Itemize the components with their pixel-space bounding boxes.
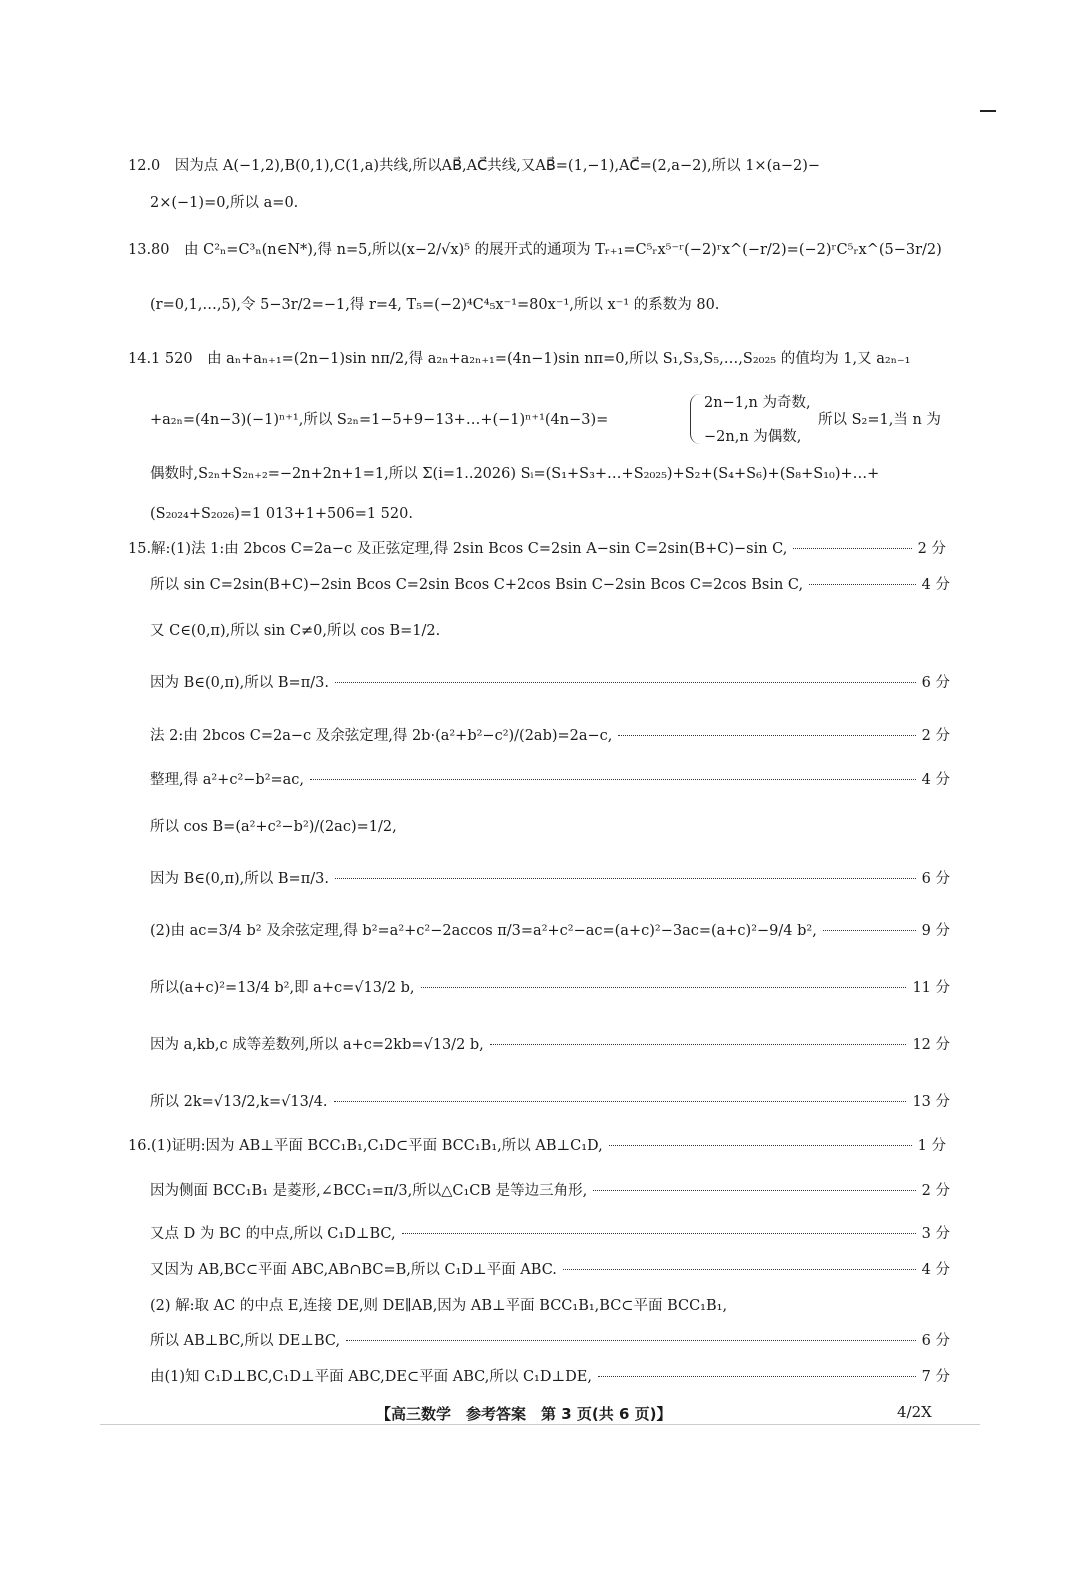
line-15-12 (150, 1091, 950, 1113)
score: 9 分 (921, 923, 950, 939)
line-13a (128, 239, 948, 261)
score: 12 分 (912, 1037, 950, 1053)
score: 1 分 (917, 1138, 946, 1154)
footer-title: 【高三数学 参考答案 第 3 页(共 6 页)】 (376, 1405, 672, 1423)
line-text: 所以(a+c)²=13/4 b²,即 a+c=√13/2 b, (150, 980, 415, 996)
line-14c (818, 409, 941, 431)
line-15-4 (150, 672, 950, 694)
line-14b (150, 409, 690, 431)
score: 4 分 (921, 1262, 950, 1278)
piecewise-even (704, 426, 801, 448)
score: 2 分 (917, 541, 946, 557)
score: 2 分 (921, 1183, 950, 1199)
line-15-6 (150, 769, 950, 791)
line-text: 整理,得 a²+c²−b²=ac, (150, 772, 305, 788)
line-text: 又点 D 为 BC 的中点,所以 C₁D⊥BC, (150, 1226, 396, 1242)
corner-mark (980, 110, 996, 112)
line-text: 偶数时,S₂ₙ+S₂ₙ₊₂=−2n+2n+1=1,所以 Σ(i=1..2026) Sᵢ=(S₁+S₃+…+S₂₀₂₅)+S₂+(S₄+S₆)+(S₈+S₁₀)+…+ (150, 466, 880, 482)
line-text: 2×(−1)=0,所以 a=0. (150, 195, 299, 211)
line-text: 法 2:由 2bcos C=2a−c 及余弦定理,得 2b·(a²+b²−c²)/(2ab)=2a−c, (150, 728, 613, 744)
line-text: 又因为 AB,BC⊂平面 ABC,AB∩BC=B,所以 C₁D⊥平面 ABC. (150, 1262, 557, 1278)
line-16-6 (150, 1330, 950, 1352)
line-text: 13.80 由 C²ₙ=C³ₙ(n∈N*),得 n=5,所以(x−2/√x)⁵ 的展开式的通项为 Tᵣ₊₁=C⁵ᵣx⁵⁻ʳ(−2)ʳx^(−r/2)=(−2)ʳC⁵ᵣx^(5−3r/2) (128, 242, 942, 258)
score: 4 分 (921, 577, 950, 593)
dot-leader (402, 1233, 916, 1234)
line-15-3 (150, 620, 950, 642)
dot-leader (593, 1190, 915, 1191)
line-16-7 (150, 1366, 950, 1388)
score: 6 分 (921, 675, 950, 691)
score: 7 分 (921, 1369, 950, 1385)
line-text: 所以 2k=√13/2,k=√13/4. (150, 1094, 328, 1110)
line-text: 所以 cos B=(a²+c²−b²)/(2ac)=1/2, (150, 819, 397, 835)
line-text: 所以 AB⊥BC,所以 DE⊥BC, (150, 1333, 341, 1349)
score: 3 分 (921, 1226, 950, 1242)
line-14e (150, 503, 970, 525)
line-15-10 (150, 977, 950, 999)
dot-leader (823, 930, 916, 931)
piecewise-odd (704, 392, 811, 414)
line-16-1 (128, 1135, 946, 1157)
score: 2 分 (921, 728, 950, 744)
line-text: 因为 B∈(0,π),所以 B=π/3. (150, 871, 329, 887)
line-14d (150, 463, 970, 485)
dot-leader (335, 682, 916, 683)
dot-leader (310, 779, 916, 780)
line-text: −2n,n 为偶数, (704, 429, 802, 445)
dot-leader (618, 735, 915, 736)
line-15-7 (150, 816, 950, 838)
piecewise-brace (690, 394, 703, 444)
line-12a (128, 155, 948, 177)
line-text: (2) 解:取 AC 的中点 E,连接 DE,则 DE∥AB,因为 AB⊥平面 BCC₁B₁,BC⊂平面 BCC₁B₁, (150, 1298, 728, 1314)
line-13b (150, 294, 970, 316)
line-text: (S₂₀₂₄+S₂₀₂₆)=1 013+1+506=1 520. (150, 506, 413, 522)
line-12b (150, 192, 970, 214)
score: 4 分 (921, 772, 950, 788)
line-text: 15.解:(1)法 1:由 2bcos C=2a−c 及正弦定理,得 2sin Bcos C=2sin A−sin C=2sin(B+C)−sin C, (128, 541, 788, 557)
score: 11 分 (912, 980, 950, 996)
line-text: 2n−1,n 为奇数, (704, 395, 811, 411)
line-text: 16.(1)证明:因为 AB⊥平面 BCC₁B₁,C₁D⊂平面 BCC₁B₁,所以 AB⊥C₁D, (128, 1138, 603, 1154)
dot-leader (421, 987, 907, 988)
dot-leader (335, 878, 916, 879)
line-15-11 (150, 1034, 950, 1056)
dot-leader (490, 1044, 907, 1045)
dot-leader (793, 548, 911, 549)
dot-leader (609, 1145, 912, 1146)
line-text: 所以 sin C=2sin(B+C)−2sin Bcos C=2sin Bcos C+2cos Bsin C−2sin Bcos C=2cos Bsin C, (150, 577, 804, 593)
dot-leader (334, 1101, 907, 1102)
line-text: 由(1)知 C₁D⊥BC,C₁D⊥平面 ABC,DE⊂平面 ABC,所以 C₁D⊥DE, (150, 1369, 592, 1385)
line-text: 又 C∈(0,π),所以 sin C≠0,所以 cos B=1/2. (150, 623, 441, 639)
line-15-8 (150, 868, 950, 890)
line-15-9 (150, 920, 950, 942)
dot-leader (598, 1376, 916, 1377)
line-text: 所以 S₂=1,当 n 为 (818, 412, 941, 428)
score: 13 分 (912, 1094, 950, 1110)
line-text: (2)由 ac=3/4 b² 及余弦定理,得 b²=a²+c²−2accos π/3=a²+c²−ac=(a+c)²−3ac=(a+c)²−9/4 b², (150, 923, 817, 939)
footer-divider (100, 1424, 980, 1425)
line-15-2 (150, 574, 950, 596)
line-text: 因为侧面 BCC₁B₁ 是菱形,∠BCC₁=π/3,所以△C₁CB 是等边三角形, (150, 1183, 588, 1199)
line-text: (r=0,1,…,5),令 5−3r/2=−1,得 r=4, T₅=(−2)⁴C⁴₅x⁻¹=80x⁻¹,所以 x⁻¹ 的系数为 80. (150, 297, 720, 313)
score: 6 分 (921, 871, 950, 887)
dot-leader (809, 584, 916, 585)
line-15-1 (128, 538, 946, 560)
line-15-5 (150, 725, 950, 747)
line-16-4 (150, 1259, 950, 1281)
line-text: 14.1 520 由 aₙ+aₙ₊₁=(2n−1)sin nπ/2,得 a₂ₙ+a₂ₙ₊₁=(4n−1)sin nπ=0,所以 S₁,S₃,S₅,…,S₂₀₂₅ 的值均为 1,又 a₂ₙ₋₁ (128, 351, 911, 367)
line-14a (128, 348, 948, 370)
dot-leader (563, 1269, 916, 1270)
line-text: 因为 a,kb,c 成等差数列,所以 a+c=2kb=√13/2 b, (150, 1037, 484, 1053)
footer-code: 4/2X (897, 1403, 932, 1421)
line-16-5 (150, 1295, 950, 1317)
line-text: 因为 B∈(0,π),所以 B=π/3. (150, 675, 329, 691)
line-16-3 (150, 1223, 950, 1245)
line-text: 12.0 因为点 A(−1,2),B(0,1),C(1,a)共线,所以AB⃗,AC⃗共线,又AB⃗=(1,−1),AC⃗=(2,a−2),所以 1×(a−2)− (128, 158, 821, 174)
dot-leader (346, 1340, 916, 1341)
score: 6 分 (921, 1333, 950, 1349)
line-text: +a₂ₙ=(4n−3)(−1)ⁿ⁺¹,所以 S₂ₙ=1−5+9−13+…+(−1)ⁿ⁺¹(4n−3)= (150, 412, 609, 428)
line-16-2 (150, 1180, 950, 1202)
